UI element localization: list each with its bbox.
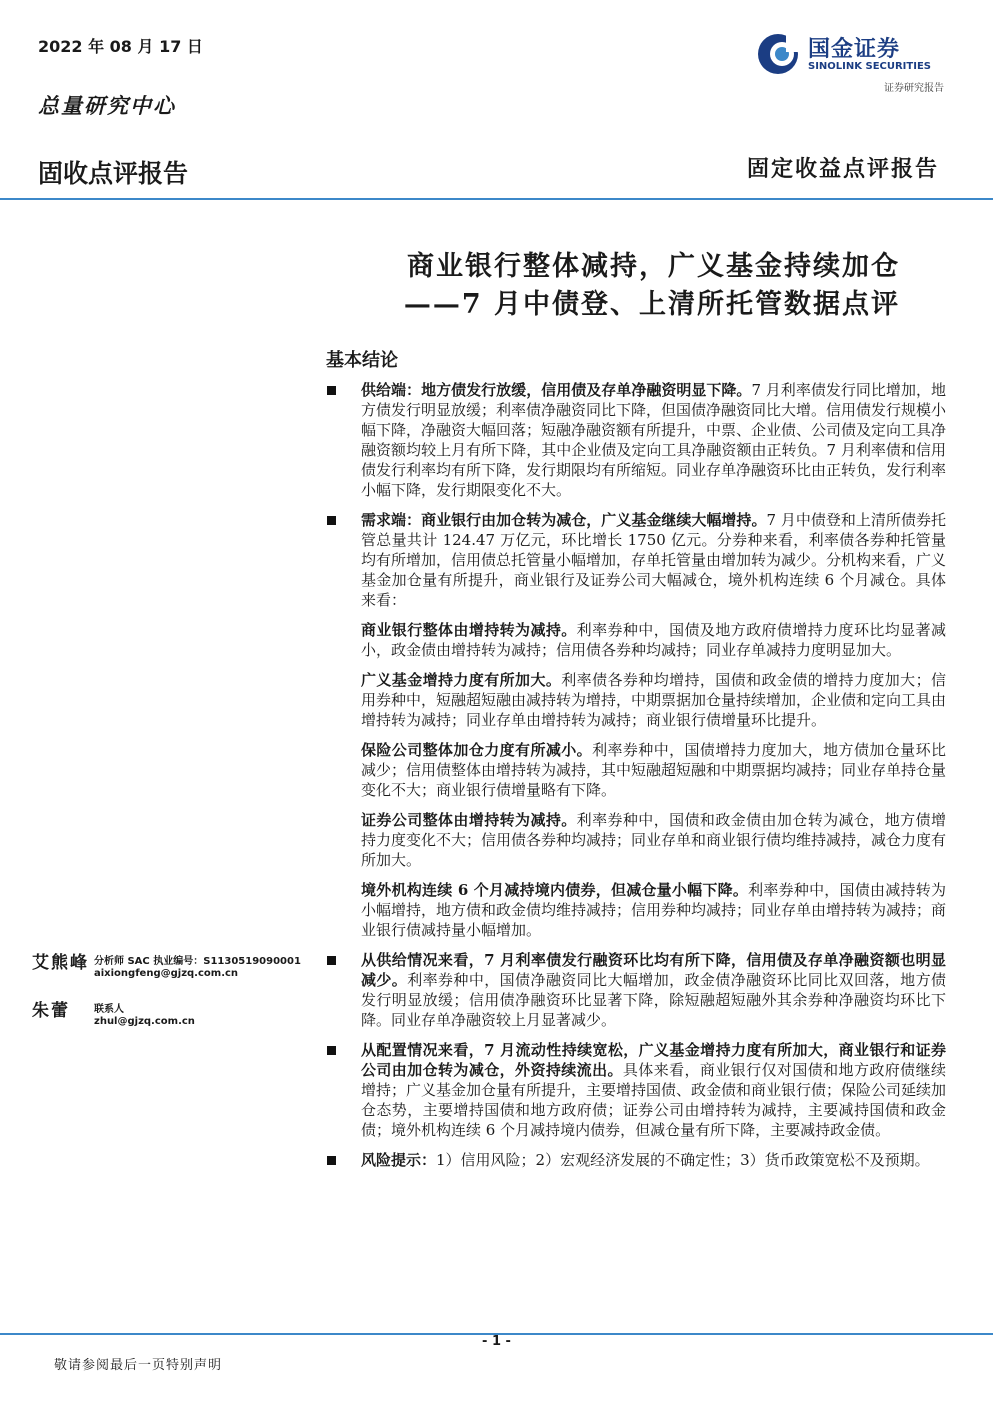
bullet-square-icon bbox=[327, 1156, 336, 1165]
header-divider bbox=[0, 198, 993, 200]
sub-lead: 证券公司整体由增持转为减持。 bbox=[361, 811, 577, 829]
analyst-name: 艾熊峰 bbox=[32, 953, 89, 973]
page-number: - 1 - bbox=[482, 1334, 511, 1349]
sub-text: 利率券种中，国债及地方政府债增持力度环比均显著减小，政金债由增持转为减持；信用债各券种均减持；同业存单减持力度明显加大。 bbox=[361, 621, 946, 659]
bullet-lead: 从配置情况来看，7 月流动性持续宽松，广义基金增持力度有所加大，商业银行和证券公司由加仓转为减仓，外资持续流出。 bbox=[361, 1041, 946, 1079]
sub-lead: 境外机构连续 6 个月减持境内债券，但减仓量小幅下降。 bbox=[361, 881, 749, 899]
bullet-supply-summary bbox=[326, 950, 946, 1030]
conclusions-body bbox=[326, 380, 946, 1180]
bullet-text: 利率券种中，国债净融资同比大幅增加，政金债净融资环比同比双回落，地方债发行明显放缓；信用债净融资环比显著下降，除短融超短融外其余券种净融资均环比下降。同业存单净融资较上月显著减少。 bbox=[361, 971, 946, 1029]
logo-name-en: SINOLINK SECURITIES bbox=[808, 61, 931, 72]
sub-text: 利率券种中，国债和政金债由加仓转为减仓，地方债增持力度变化不大；信用债各券种均减持；同业存单和商业银行债均维持减持，减仓力度有所加大。 bbox=[361, 811, 947, 869]
report-type: 固收点评报告 bbox=[38, 159, 189, 188]
bullet-supply bbox=[326, 380, 946, 500]
sub-securities bbox=[326, 810, 946, 870]
sub-text: 利率券种中，国债增持力度加大，地方债加仓量环比减少；信用债整体由增持转为减持，其中短融超短融和中期票据均减持；同业存单持仓量变化不大；商业银行债增量略有下降。 bbox=[361, 741, 947, 799]
sub-text: 利率债各券种均增持，国债和政金债的增持力度加大；信用券种中，短融超短融由减持转为增持，中期票据加仓量持续增加，企业债和定向工具由增持转为减持；同业存单由增持转为减持；商业银行债增量环比提升。 bbox=[361, 671, 947, 729]
analyst-role: 分析师 SAC 执业编号：S1130519090001 bbox=[94, 956, 301, 967]
bullet-square-icon bbox=[327, 386, 336, 395]
sub-lead: 广义基金增持力度有所加大。 bbox=[361, 671, 562, 689]
bullet-lead: 供给端：地方债发行放缓，信用债及存单净融资明显下降。 bbox=[361, 381, 752, 399]
bullet-lead: 需求端：商业银行由加仓转为减仓，广义基金继续大幅增持。 bbox=[361, 511, 767, 529]
analyst-email[interactable]: aixiongfeng@gjzq.com.cn bbox=[94, 968, 239, 979]
sub-foreign bbox=[326, 880, 946, 940]
sub-broad-funds bbox=[326, 670, 946, 730]
bullet-text: 1）信用风险；2）宏观经济发展的不确定性；3）货币政策宽松不及预期。 bbox=[436, 1151, 930, 1169]
section-heading: 基本结论 bbox=[326, 350, 398, 371]
sub-text: 利率券种中，国债由减持转为小幅增持，地方债和政金债均维持减持；信用券种均减持；同业存单由增持转为减持；商业银行债减持量小幅增加。 bbox=[361, 881, 947, 939]
report-date: 2022 年 08 月 17 日 bbox=[38, 37, 203, 56]
bullet-lead: 风险提示： bbox=[361, 1151, 437, 1169]
logo-subtitle: 证券研究报告 bbox=[884, 83, 944, 94]
bullet-square-icon bbox=[327, 516, 336, 525]
report-subtitle: ——7 月中债登、上清所托管数据点评 bbox=[403, 289, 900, 320]
sub-commercial-banks bbox=[326, 620, 946, 660]
bullet-text: 7 月利率债发行同比增加，地方债发行明显放缓；利率债净融资同比下降，但国债净融资同比大增。信用债发行规模小幅下降，净融资大幅回落；短融净融资额有所提升，中票、企业债、公司债及定向工具净融资额均较上月有所下降，其中企业债及定向工具净融资额由正转负。7 月利率债和信用债发行利率均有所下降，发行期限均有所缩短。同业存单净融资环比由正转负，发行利率小幅下降，发行期限变化不大。 bbox=[361, 381, 947, 499]
bullet-lead: 从供给情况来看，7 月利率债发行融资环比均有所下降，信用债及存单净融资额也明显减少。 bbox=[361, 951, 946, 989]
bullet-text: 7 月中债登和上清所债券托管总量共计 124.47 万亿元，环比增长 1750 亿元。分券种来看，利率债各券种托管量均有所增加，信用债总托管量小幅增加，存单托管量由增加转为减少。分机构来看，广义基金加仓量有所提升，商业银行及证券公司大幅减仓，境外机构连续 6 个月减仓。具体来看： bbox=[361, 511, 947, 609]
bullet-square-icon bbox=[327, 956, 336, 965]
report-title: 商业银行整体减持，广义基金持续加仓 bbox=[407, 251, 900, 282]
logo-name-cn: 国金证券 bbox=[808, 37, 901, 62]
sinolink-logo-icon bbox=[756, 32, 800, 76]
report-category: 固定收益点评报告 bbox=[746, 156, 939, 182]
analyst-name: 朱蕾 bbox=[32, 1001, 70, 1021]
bullet-text: 具体来看，商业银行仅对国债和地方政府债继续增持；广义基金加仓量有所提升，主要增持国债、政金债和商业银行债；保险公司延续加仓态势，主要增持国债和地方政府债；证券公司由增持转为减持，主要减持国债和政金债；境外机构连续 6 个月减持境内债券，但减仓量有所下降，主要减持政金债。 bbox=[361, 1061, 947, 1139]
bullet-risk bbox=[326, 1150, 946, 1170]
sub-insurance bbox=[326, 740, 946, 800]
sub-lead: 保险公司整体加仓力度有所减小。 bbox=[361, 741, 593, 759]
analyst-email[interactable]: zhul@gjzq.com.cn bbox=[94, 1016, 195, 1027]
bullet-allocation-summary bbox=[326, 1040, 946, 1140]
bullet-square-icon bbox=[327, 1046, 336, 1055]
disclaimer-note: 敬请参阅最后一页特别声明 bbox=[54, 1358, 223, 1373]
research-center: 总量研究中心 bbox=[38, 93, 176, 118]
analyst-role: 联系人 bbox=[94, 1004, 124, 1015]
bullet-demand bbox=[326, 510, 946, 610]
sub-lead: 商业银行整体由增持转为减持。 bbox=[361, 621, 577, 639]
